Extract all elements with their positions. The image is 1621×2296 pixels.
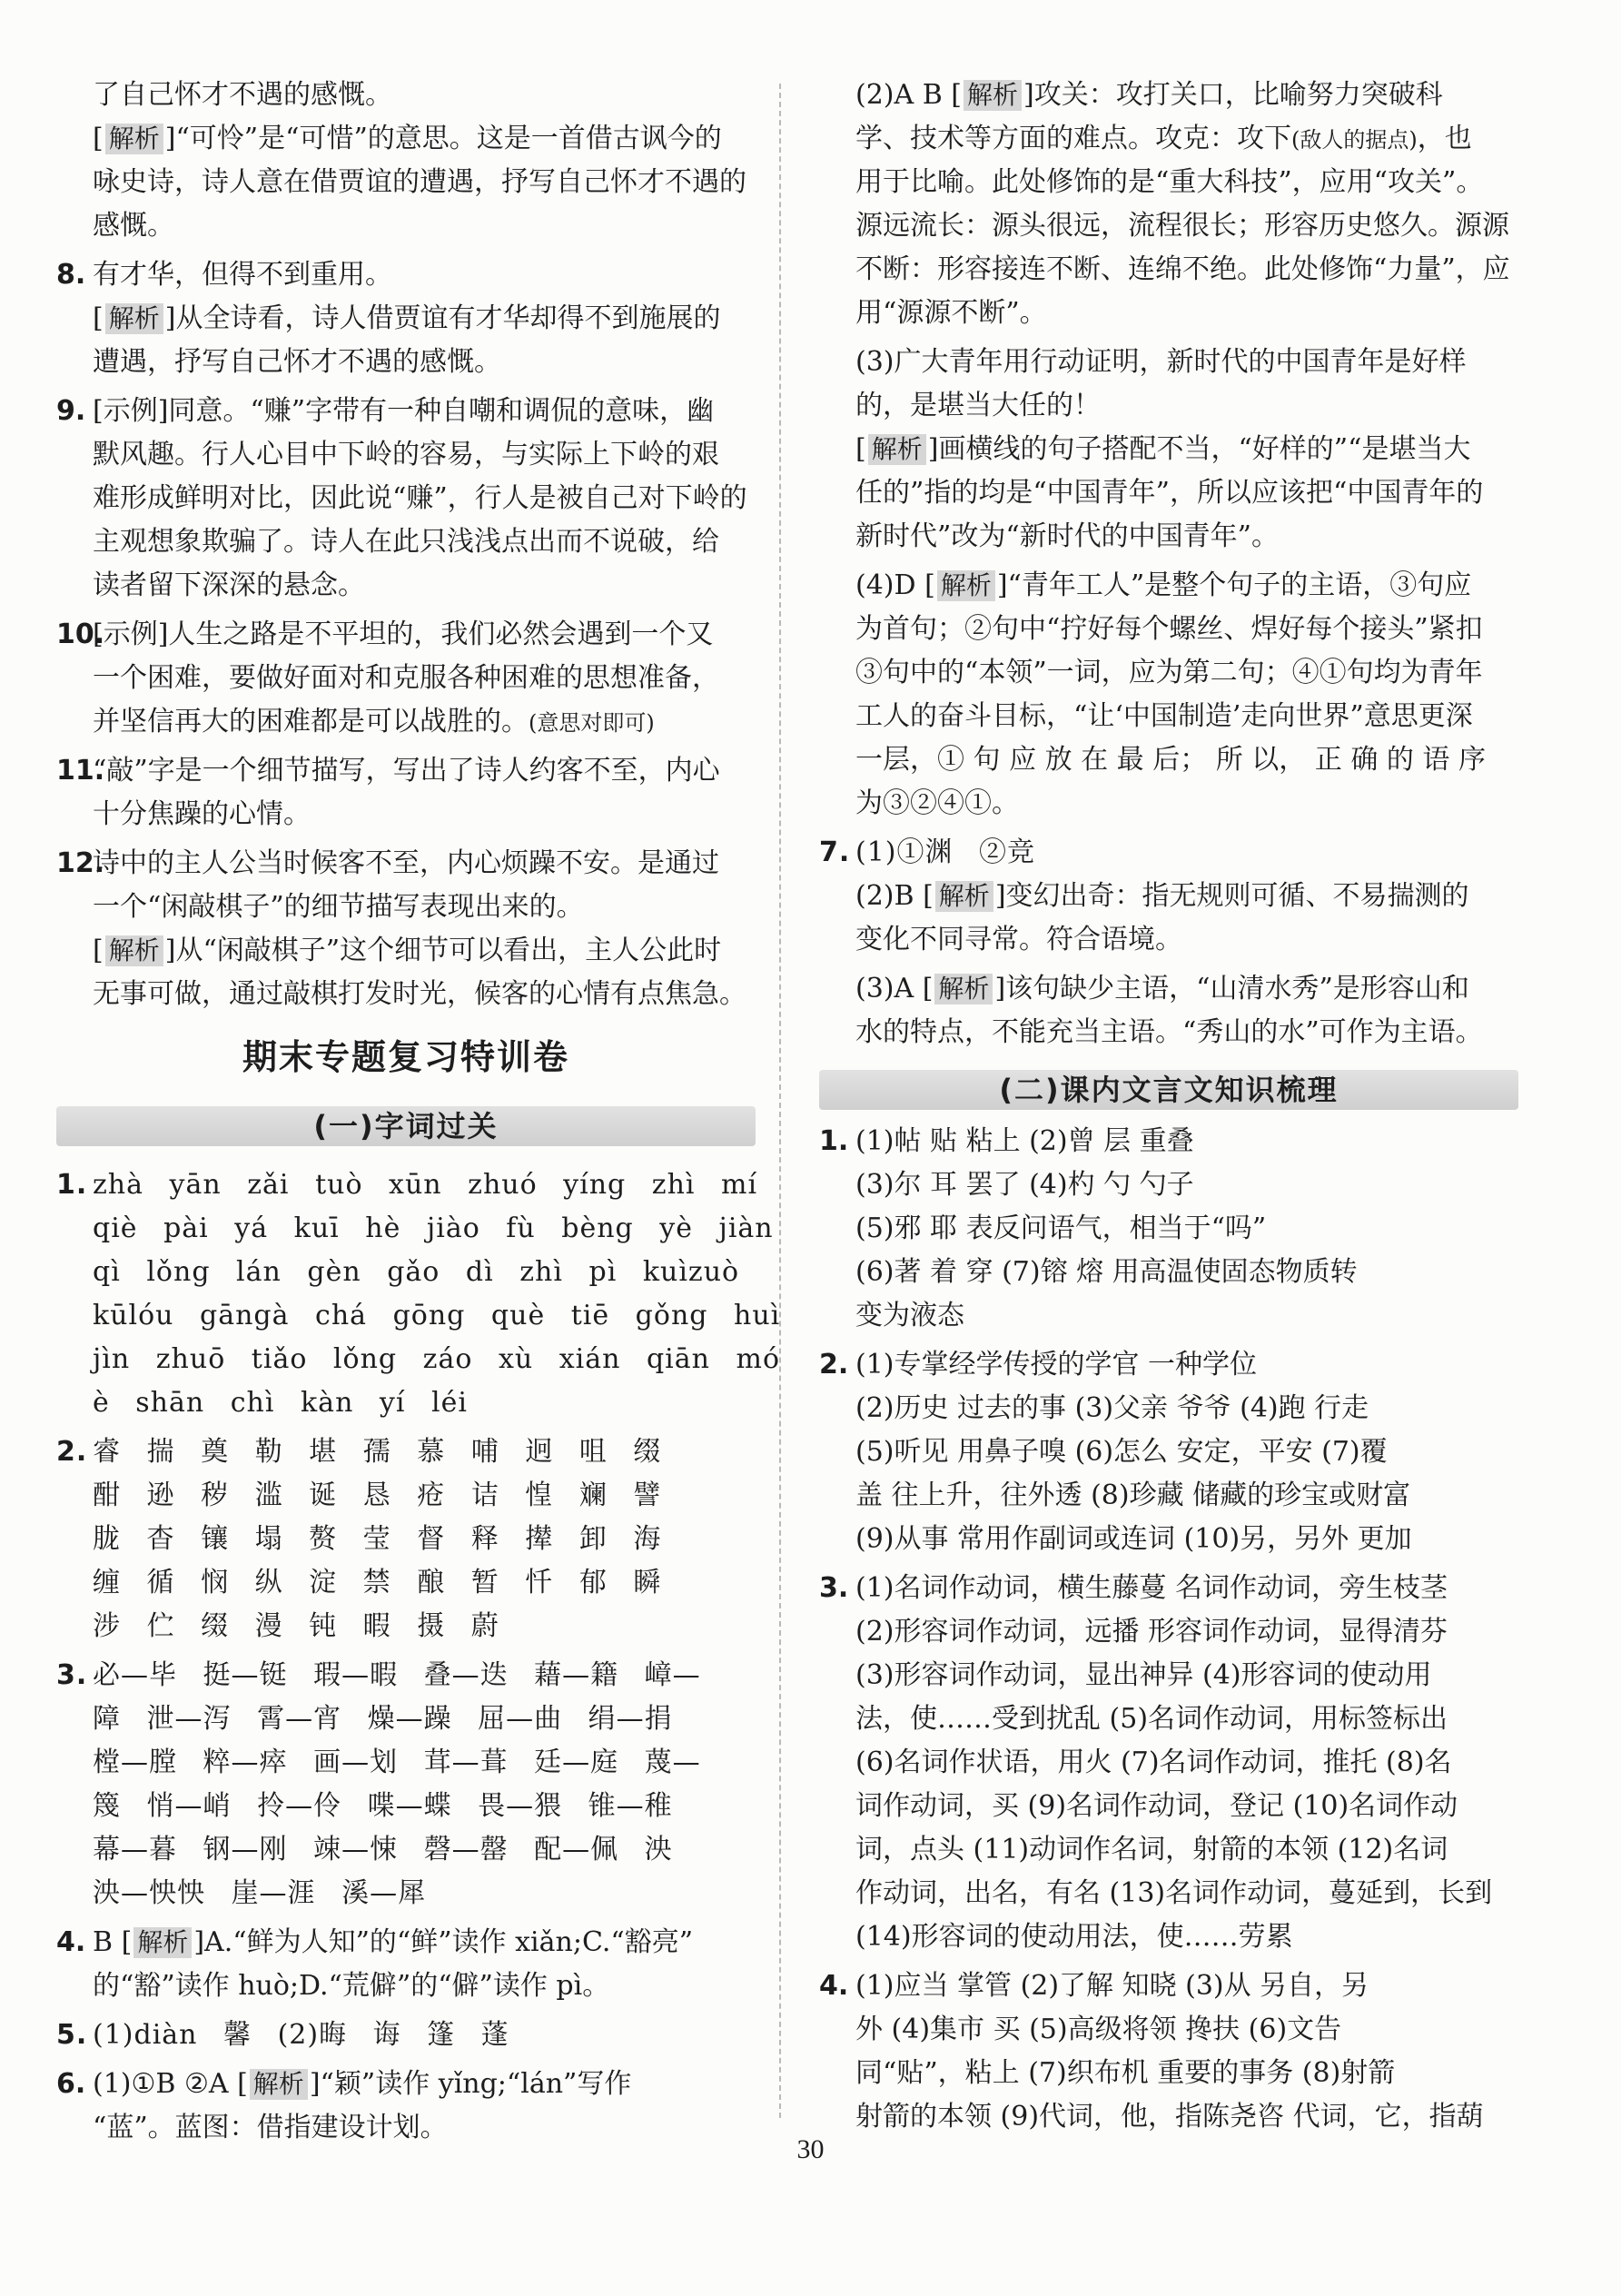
text-line: 无事可做，通过敲棋打发时光，候客的心情有点焦急。 (93, 978, 746, 1010)
text-line: 为首句；②句中“拧好每个螺丝、焊好每个接头”紧扣 (855, 613, 1483, 645)
s3-line: (2)形容词作动词，远播 形容词作动词，显得清芬 (855, 1616, 1448, 1648)
text-line: 用“源源不断”。 (855, 297, 1047, 329)
answer-1-line: qiè pài yá kuī hè jiào fù bèng yè jiàn (93, 1212, 774, 1244)
analysis-tag: 解析 (937, 570, 995, 601)
answer-10: 10.[示例]人生之路是不平坦的，我们必然会遇到一个又 (56, 619, 714, 650)
text-line: 一层，① 句 应 放 在 最 后； 所 以， 正 确 的 语 序 (855, 744, 1486, 776)
text-line: [ 解析 ]从全诗看，诗人借贾谊有才华却得不到施展的 (93, 302, 721, 334)
text-line: 不断：形容接连不断、连绵不绝。此处修饰“力量”，应 (855, 253, 1510, 285)
answer-3-line: 障 泄—泻 霄—宵 燥—躁 屈—曲 绢—捐 (93, 1703, 673, 1735)
analysis-tag: 解析 (934, 974, 993, 1004)
s4-line: 4. (1)应当 掌管 (2)了解 知晓 (3)从 另自，另 (819, 1970, 1369, 2002)
analysis-tag: 解析 (105, 935, 163, 966)
text-line: 工人的奋斗目标，“让‘中国制造’走向世界”意思更深 (855, 700, 1473, 732)
s1-line: 变为液态 (855, 1300, 964, 1331)
analysis-tag: 解析 (868, 434, 926, 465)
answer-1-line: jìn zhuō tiǎo lǒng záo xù xián qiān mó (93, 1343, 781, 1375)
text-line: 了自己怀才不遇的感慨。 (93, 79, 392, 111)
analysis-tag: 解析 (105, 303, 163, 334)
answer-1-line: qì lǒng lán gèn gǎo dì zhì pì kuìzuò (93, 1256, 740, 1288)
answer-11: 11.“敲”字是一个细节描写，写出了诗人约客不至，内心 (56, 755, 720, 787)
column-divider (779, 84, 781, 2118)
s2-line: (5)听见 用鼻子嗅 (6)怎么 安定，平安 (7)覆 (855, 1436, 1388, 1468)
answer-2-line: 胧 杳 镶 塌 赘 莹 督 释 撵 卸 海 (93, 1523, 662, 1555)
text-line: 水的特点，不能充当主语。“秀山的水”可作为主语。 (855, 1016, 1483, 1048)
s3-line: 词作动词，买 (9)名词作动词，登记 (10)名词作动 (855, 1790, 1458, 1822)
s2-line: 2. (1)专掌经学传授的学官 一种学位 (819, 1349, 1258, 1381)
answer-12: 12.诗中的主人公当时候客不至，内心烦躁不安。是通过 (56, 847, 719, 879)
page-number: 30 (796, 2134, 825, 2164)
s2-line: (2)历史 过去的事 (3)父亲 爷爷 (4)跑 行走 (855, 1392, 1369, 1424)
s2-line: (9)从事 常用作副词或连词 (10)另，另外 更加 (855, 1523, 1412, 1555)
answer-2-line: 酣 逊 秽 滥 诞 恳 疮 诘 惶 斓 譬 (93, 1480, 662, 1511)
s3-line: 3. (1)名词作动词，横生藤蔓 名词作动词，旁生枝茎 (819, 1572, 1448, 1604)
s3-line: 作动词，出名，有名 (13)名词作动词，蔓延到，长到 (855, 1877, 1493, 1909)
answer-8: 8. 有才华，但得不到重用。 (56, 259, 392, 291)
analysis-tag: 解析 (133, 1927, 192, 1958)
text-line: 难形成鲜明对比，因此说“赚”，行人是被自己对下岭的 (93, 482, 747, 514)
text-line: 任的”指的均是“中国青年”，所以应该把“中国青年的 (855, 477, 1484, 509)
s1-line: 1. (1)帖 贴 粘上 (2)曾 层 重叠 (819, 1125, 1194, 1157)
text-line: 一个“闲敲棋子”的细节描写表现出来的。 (93, 891, 584, 923)
text-line: [ 解析 ]从“闲敲棋子”这个细节可以看出，主人公此时 (93, 935, 722, 966)
s3-line: 法，使……受到扰乱 (5)名词作动词，用标签标出 (855, 1703, 1448, 1735)
text-line: 用于比喻。此处修饰的是“重大科技”，应用“攻关”。 (855, 166, 1484, 198)
answer-3-line: 3. 必—毕 挺—铤 瑕—暇 叠—迭 藉—籍 嶂— (56, 1659, 701, 1691)
s4-line: 外 (4)集市 买 (5)高级将领 搀扶 (6)文告 (855, 2014, 1342, 2045)
text-line: 一个困难，要做好面对和克服各种困难的思想准备， (93, 662, 719, 694)
s3-line: (14)形容词的使动用法，使……劳累 (855, 1921, 1293, 1953)
analysis-tag: 解析 (105, 124, 163, 154)
text-line: (2)A B [ 解析 ]攻关：攻打关口，比喻努力突破科 (855, 79, 1443, 111)
text-line: 读者留下深深的悬念。 (93, 569, 365, 601)
text-line: 源远流长：源头很远，流程很长；形容历史悠久。源源 (855, 210, 1509, 242)
text-line: (4)D [ 解析 ]“青年工人”是整个句子的主语，③句应 (855, 569, 1472, 601)
text-line: 学、技术等方面的难点。攻克：攻下(敌人的据点)，也 (855, 123, 1472, 154)
text-line: 遭遇，抒写自己怀才不遇的感慨。 (93, 346, 501, 378)
answer-3-line: 篾 悄—峭 拎—伶 喋—蝶 畏—猥 锥—稚 (93, 1790, 673, 1822)
answer-1-line: è shān chì kàn yí léi (93, 1387, 468, 1419)
text-line: 变化不同寻常。符合语境。 (855, 924, 1182, 955)
answer-9: 9. [示例]同意。“赚”字带有一种自嘲和调侃的意味，幽 (56, 395, 715, 427)
s3-line: (3)形容词作动词，显出神异 (4)形容词的使动用 (855, 1659, 1432, 1691)
text-line: 为③②④①。 (855, 787, 1019, 819)
answer-4: 4. B [ 解析 ]A.“鲜为人知”的“鲜”读作 xiǎn;C.“豁亮” (56, 1926, 694, 1958)
s3-line: (6)名词作状语，用火 (7)名词作动词，推托 (8)名 (855, 1747, 1452, 1778)
main-title: 期末专题复习特训卷 (242, 1037, 569, 1077)
answer-2-line: 涉 伫 缀 漫 钝 暇 摄 蔚 (93, 1610, 499, 1642)
text-line: (2)B [ 解析 ]变幻出奇：指无规则可循、不易揣测的 (855, 880, 1469, 912)
s1-line: (3)尔 耳 罢了 (4)杓 勺 勺子 (855, 1169, 1194, 1201)
text-line: (3)A [ 解析 ]该句缺少主语，“山清水秀”是形容山和 (855, 973, 1469, 1004)
s2-line: 盖 往上升，往外透 (8)珍藏 储藏的珍宝或财富 (855, 1480, 1411, 1511)
answer-6: 6. (1)①B ②A [ 解析 ]“颖”读作 yǐng;“lán”写作 (56, 2068, 632, 2100)
text-line: 新时代”改为“新时代的中国青年”。 (855, 520, 1280, 552)
answer-7: 7. (1)①渊 ②竞 (819, 836, 1036, 868)
answer-3-line: 泱—怏怏 崖—涯 溪—犀 (93, 1877, 427, 1909)
section-header-2: (二)课内文言文知识梳理 (819, 1070, 1518, 1110)
answer-3-line: 樘—膛 粹—瘁 画—划 茸—葺 廷—庭 蔑— (93, 1747, 701, 1778)
s4-line: 射箭的本领 (9)代词，他，指陈尧咨 代词，它，指葫 (855, 2101, 1484, 2133)
s1-line: (5)邪 耶 表反问语气，相当于“吗” (855, 1212, 1267, 1244)
answer-1-line: kūlóu gāngà chá gōng què tiē gǒng huì (93, 1300, 781, 1331)
answer-3-line: 幕—暮 钢—刚 竦—悚 磬—罄 配—佩 泱 (93, 1834, 673, 1866)
section-header-1: (一)字词过关 (56, 1106, 756, 1146)
text-line: [ 解析 ]“可怜”是“可惜”的意思。这是一首借古讽今的 (93, 123, 722, 154)
answer-5: 5. (1)diàn 馨 (2)晦 诲 篷 蓬 (56, 2019, 509, 2051)
text-line: 默风趣。行人心目中下岭的容易，与实际上下岭的艰 (93, 439, 719, 470)
analysis-tag: 解析 (935, 881, 993, 912)
s3-line: 词，点头 (11)动词作名词，射箭的本领 (12)名词 (855, 1834, 1448, 1866)
s1-line: (6)著 着 穿 (7)镕 熔 用高温使固态物质转 (855, 1256, 1358, 1288)
answer-2-line: 2. 睿 揣 奠 勒 堪 孺 慕 哺 迥 咀 缀 (56, 1436, 662, 1468)
text-line: 十分焦躁的心情。 (93, 798, 311, 830)
text-line: 的，是堪当大任的！ (855, 390, 1101, 421)
text-line: 感慨。 (93, 210, 174, 242)
text-line: 主观想象欺骗了。诗人在此只浅浅点出而不说破，给 (93, 526, 719, 558)
answer-1-line: 1. zhà yān zǎi tuò xūn zhuó yíng zhì mí (56, 1169, 758, 1201)
analysis-tag: 解析 (964, 80, 1022, 111)
text-line: “蓝”。蓝图：借指建设计划。 (93, 2112, 448, 2143)
s4-line: 同“贴”，粘上 (7)织布机 重要的事务 (8)射箭 (855, 2057, 1396, 2089)
answer-2-line: 缠 循 悯 纵 淀 禁 酿 暂 忏 郁 瞬 (93, 1567, 662, 1598)
text-line: (3)广大青年用行动证明，新时代的中国青年是好样 (855, 346, 1467, 378)
analysis-tag: 解析 (250, 2069, 308, 2100)
text-line: 咏史诗，诗人意在借贾谊的遭遇，抒写自己怀才不遇的 (93, 166, 746, 198)
text-line: ③句中的“本领”一词，应为第二句；④①句均为青年 (855, 657, 1483, 688)
text-line: 的“豁”读作 huò;D.“荒僻”的“僻”读作 pì。 (93, 1970, 610, 2002)
text-line: 并坚信再大的困难都是可以战胜的。(意思对即可) (93, 706, 655, 737)
text-line: [ 解析 ]画横线的句子搭配不当，“好样的”“是堪当大 (855, 433, 1471, 465)
